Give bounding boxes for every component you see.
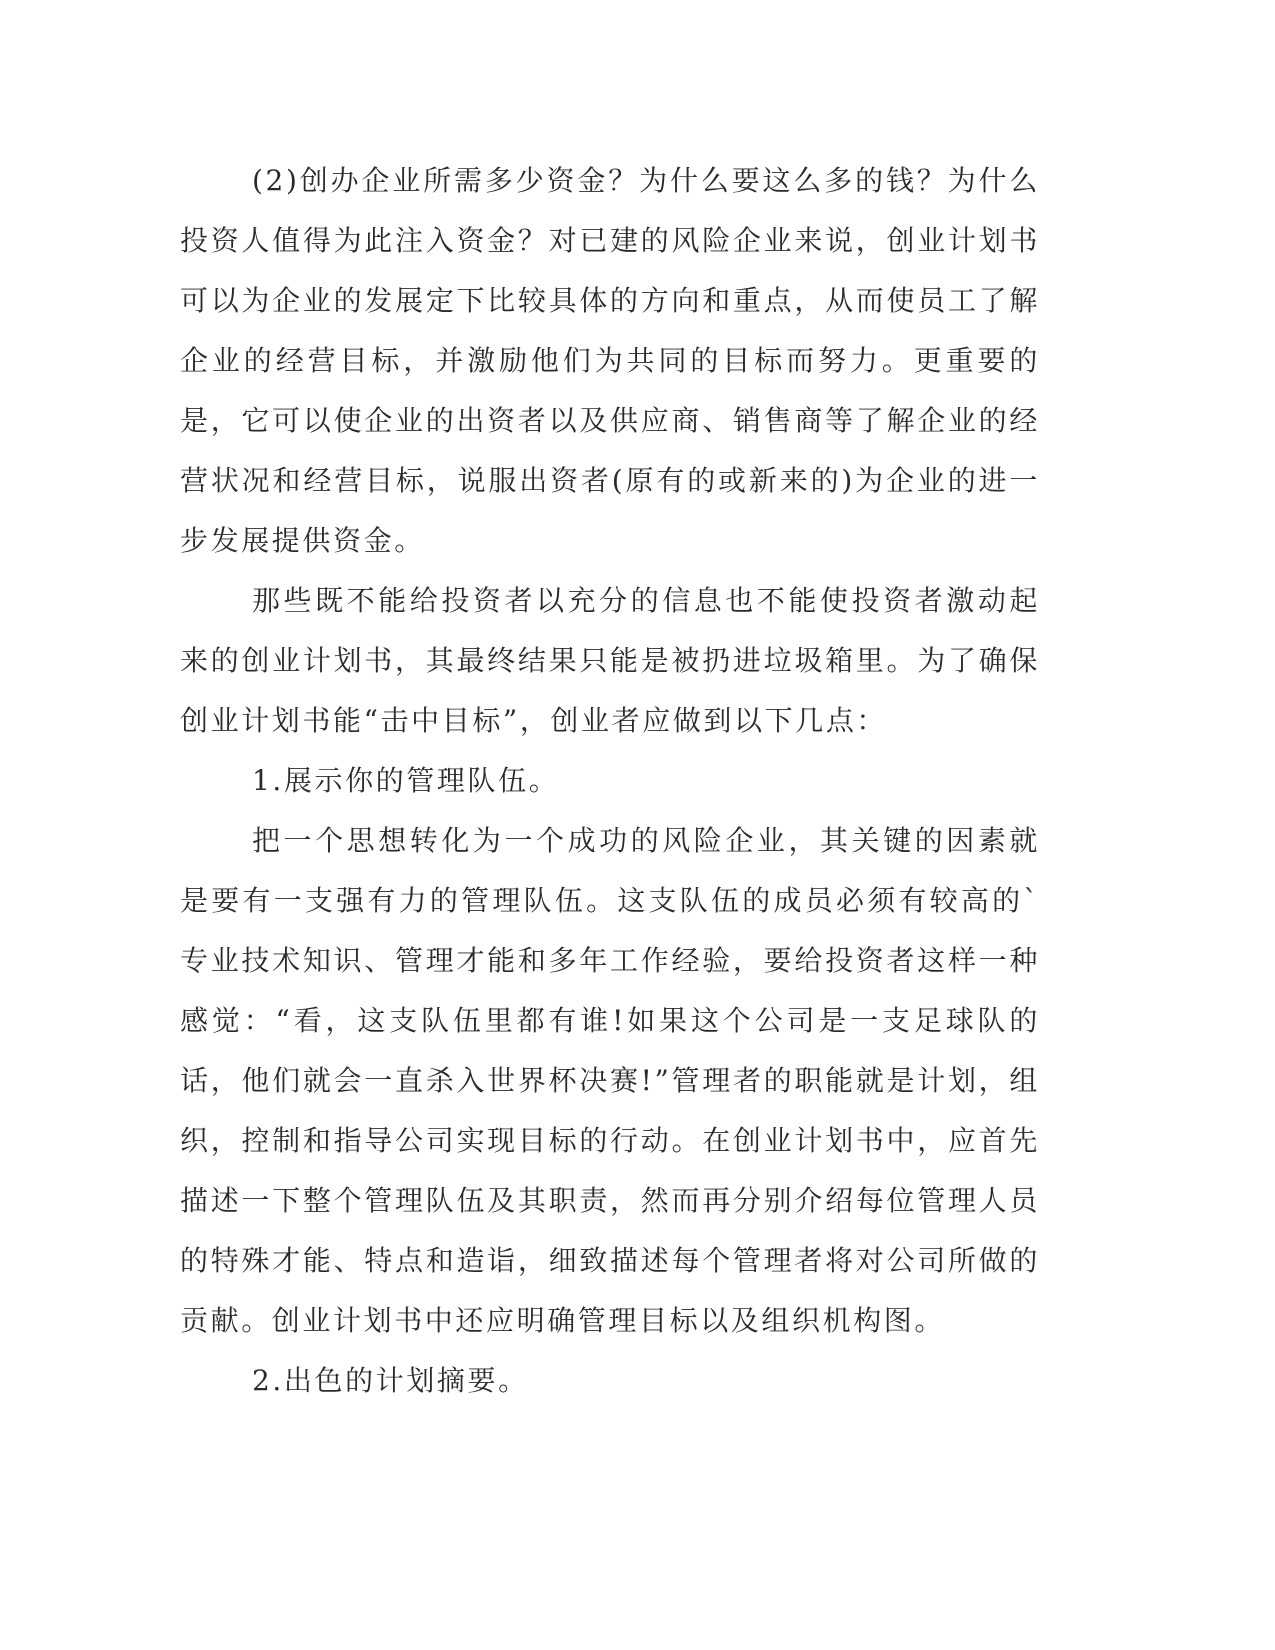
heading-management-team: 1.展示你的管理队伍。 xyxy=(252,764,560,797)
paragraph-management-team: 把一个思想转化为一个成功的风险企业，其关键的因素就是要有一支强有力的管理队伍。这支队伍的成员必须有较高的`专业技术知识、管理才能和多年工作经验，要给投资者这样一种感觉：“看，这支队伍里都有谁!如果这个公司是一支足球队的话，他们就会一直杀入世界杯决赛!”管理者的职能就是计划，组织，控制和指导公司实现目标的行动。在创业计划书中，应首先描述一下整个管理队伍及其职责，然而再分别介绍每位管理人员的特殊才能、特点和造诣，细致描述每个管理者将对公司所做的贡献。创业计划书中还应明确管理目标以及组织机构图。 xyxy=(180,824,1040,1337)
document-body xyxy=(180,151,1040,1411)
paragraph-funding-question: (2)创办企业所需多少资金？为什么要这么多的钱？为什么投资人值得为此注入资金？对已建的风险企业来说，创业计划书可以为企业的发展定下比较具体的方向和重点，从而使员工了解企业的经营目标，并激励他们为共同的目标而努力。更重要的是，它可以使企业的出资者以及供应商、销售商等了解企业的经营状况和经营目标，说服出资者(原有的或新来的)为企业的进一步发展提供资金。 xyxy=(180,164,1040,557)
paragraph-investor-info: 那些既不能给投资者以充分的信息也不能使投资者激动起来的创业计划书，其最终结果只能是被扔进垃圾箱里。为了确保创业计划书能“击中目标”，创业者应做到以下几点： xyxy=(180,584,1040,737)
heading-plan-summary: 2.出色的计划摘要。 xyxy=(252,1364,529,1397)
